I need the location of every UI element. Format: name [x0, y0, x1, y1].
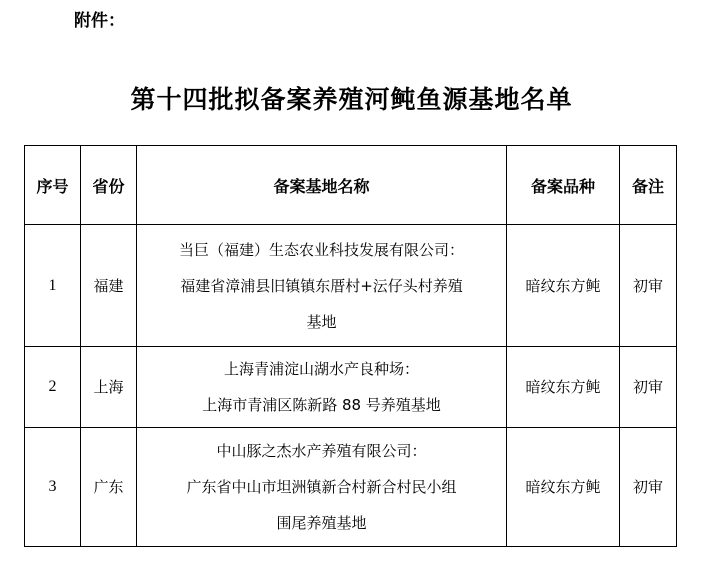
- base-name-line: 广东省中山市坦洲镇新合村新合村民小组: [186, 478, 457, 496]
- row-serial-number: 1: [25, 225, 81, 347]
- row-remark: 初审: [620, 347, 677, 428]
- row-species: 暗纹东方鲀: [507, 225, 620, 347]
- header-province: 省份: [81, 146, 137, 225]
- base-name-line: 上海市青浦区陈新路 88 号养殖基地: [202, 396, 441, 414]
- table-row: [25, 347, 677, 428]
- row-base-name: [137, 428, 507, 547]
- row-province: 上海: [81, 347, 137, 428]
- row-species: 暗纹东方鲀: [507, 428, 620, 547]
- row-remark: 初审: [620, 225, 677, 347]
- header-remark: 备注: [620, 146, 677, 225]
- base-name-line: 中山豚之杰水产养殖有限公司：: [216, 442, 427, 460]
- table-header-row: [25, 146, 677, 225]
- header-species: 备案品种: [507, 146, 620, 225]
- base-name-line: 围尾养殖基地: [276, 514, 367, 532]
- base-name-line: 当巨（福建）生态农业科技发展有限公司：: [178, 240, 464, 259]
- row-serial-number: 2: [25, 347, 81, 428]
- row-province: 福建: [81, 225, 137, 347]
- table-row: [25, 225, 677, 347]
- row-base-name: [137, 225, 507, 347]
- base-name-line: 福建省漳浦县旧镇镇东厝村+沄仔头村养殖: [180, 276, 463, 295]
- base-name-line: 基地: [306, 312, 337, 331]
- base-name-line: 上海青浦淀山湖水产良种场：: [223, 360, 419, 378]
- row-serial-number: 3: [25, 428, 81, 547]
- attachment-label: 附件：: [74, 11, 125, 31]
- row-base-name: [137, 347, 507, 428]
- row-remark: 初审: [620, 428, 677, 547]
- row-province: 广东: [81, 428, 137, 547]
- row-species: 暗纹东方鲀: [507, 347, 620, 428]
- registry-table: [24, 145, 677, 547]
- header-base-name: 备案基地名称: [137, 146, 507, 225]
- header-serial-number: 序号: [25, 146, 81, 225]
- document-title: 第十四批拟备案养殖河鲀鱼源基地名单: [130, 85, 573, 114]
- table-row: [25, 428, 677, 547]
